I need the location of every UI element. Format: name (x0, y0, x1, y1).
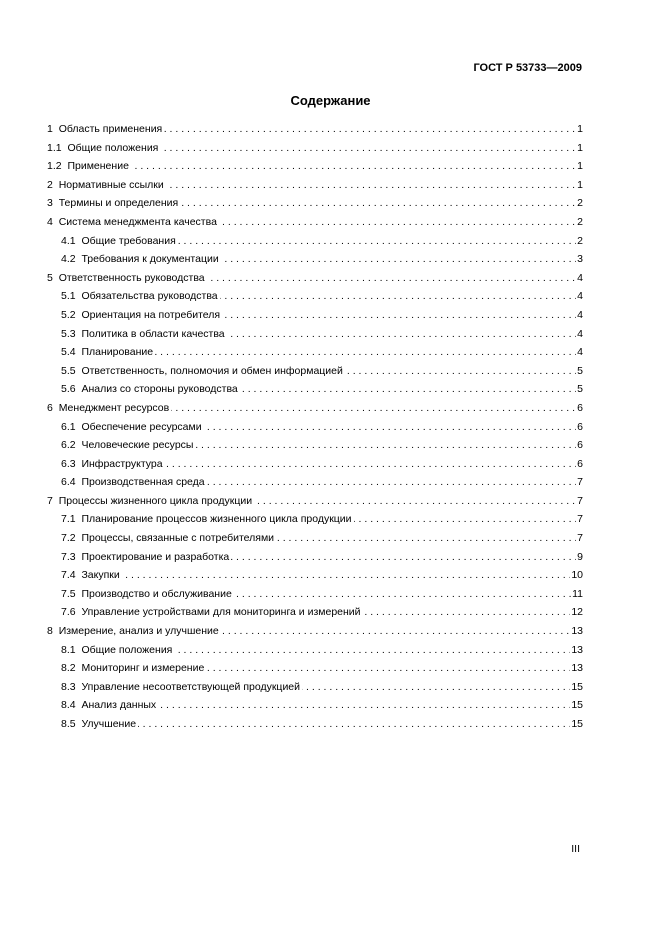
toc-entry (47, 194, 583, 213)
toc-entry-label: Общие требования (81, 234, 176, 247)
toc-entry (47, 529, 583, 548)
toc-entry-page: 15 (570, 678, 583, 697)
toc-entry (47, 603, 583, 622)
toc-entry-number: 5.5 (61, 364, 76, 377)
toc-entry-title (61, 232, 178, 251)
toc-entry-page: 2 (576, 232, 583, 251)
toc-heading: Содержание (290, 93, 371, 108)
toc-entry-number: 5.1 (61, 290, 76, 303)
toc-entry-number: 7 (47, 494, 53, 507)
toc-entry (47, 139, 583, 158)
toc-entry-page: 2 (576, 213, 583, 232)
toc-entry-number: 4 (47, 215, 53, 228)
toc-entry-title (47, 492, 254, 511)
toc-entry-page: 1 (576, 157, 583, 176)
toc-entry-number: 7.2 (61, 532, 76, 545)
toc-entry-title (61, 306, 222, 325)
toc-entry-label: Требования к документации (81, 253, 219, 266)
toc-entry (47, 641, 583, 660)
toc-entry-page: 10 (570, 566, 583, 585)
toc-entry (47, 306, 583, 325)
toc-entry-label: Общие положения (81, 643, 173, 656)
toc-entry-number: 6.3 (61, 457, 76, 470)
toc-entry-label: Анализ данных (81, 699, 157, 712)
toc-entry-title (47, 157, 131, 176)
toc-entry-label: Обеспечение ресурсами (81, 420, 202, 433)
toc-entry-number: 1 (47, 123, 53, 135)
toc-entry-number: 8 (47, 625, 53, 638)
toc-entry-label: Область применения (58, 123, 163, 135)
toc-entry-number: 5.6 (61, 383, 76, 396)
toc-entry (47, 399, 583, 418)
toc-entry-label: Общие положения (67, 141, 159, 154)
toc-entry-page: 9 (576, 548, 583, 567)
toc-entry (47, 492, 583, 511)
toc-entry-number: 4.2 (61, 253, 76, 266)
toc-entry-page: 1 (576, 120, 583, 139)
toc-entry-title (61, 455, 165, 474)
toc-entry-label: Обязательства руководства (81, 290, 218, 303)
toc-entry-page: 7 (576, 510, 583, 529)
toc-entry-label: Ответственность руководства (58, 271, 205, 284)
toc-entry-label: Процессы, связанные с потребителями (81, 532, 275, 545)
toc-entry-page: 6 (576, 418, 583, 437)
toc-entry-label: Управление устройствами для мониторинга и измерений (81, 606, 361, 619)
toc-entry-page: 6 (576, 455, 583, 474)
toc-entry-page: 15 (570, 696, 583, 715)
toc-entry (47, 213, 583, 232)
toc-entry-page: 15 (570, 715, 583, 734)
toc-entry (47, 269, 583, 288)
toc-entry (47, 566, 583, 585)
toc-entry-title (61, 641, 174, 660)
toc-entry-page: 4 (576, 269, 583, 288)
toc-entry-label: Процессы жизненного цикла продукции (58, 494, 253, 507)
toc-entry-title (61, 325, 227, 344)
toc-entry-page: 1 (576, 139, 583, 158)
toc-entry-number: 8.5 (61, 718, 76, 730)
toc-entry-page: 7 (576, 529, 583, 548)
toc-entry-number: 5.2 (61, 308, 76, 321)
toc-entry (47, 325, 583, 344)
toc-entry-label: Политика в области качества (81, 327, 225, 340)
toc-entry-label: Улучшение (81, 718, 137, 730)
toc-entry-title (61, 510, 354, 529)
toc-entry (47, 510, 583, 529)
toc-entry-page: 6 (576, 436, 583, 455)
toc-entry-label: Система менеджмента качества (58, 215, 217, 228)
toc-entry-page: 2 (576, 194, 583, 213)
toc-entry-page: 4 (576, 325, 583, 344)
toc-entry-title (47, 399, 171, 418)
toc-entry (47, 436, 583, 455)
toc-entry-number: 2 (47, 178, 53, 191)
toc-entry (47, 380, 583, 399)
toc-entry-number: 7.6 (61, 606, 76, 619)
toc-entry-page: 13 (570, 622, 583, 641)
toc-entry-number: 7.1 (61, 513, 76, 526)
toc-entry-title (61, 548, 231, 567)
toc-entry-page: 11 (571, 585, 583, 604)
toc-entry-label: Нормативные ссылки (58, 178, 164, 191)
toc-entry-number: 6.4 (61, 476, 76, 489)
toc-entry-title (61, 287, 220, 306)
document-standard-number: ГОСТ Р 53733—2009 (473, 62, 582, 74)
toc-entry-label: Человеческие ресурсы (81, 439, 194, 452)
toc-entry-label: Управление несоответствующей продукцией (81, 680, 301, 693)
toc-entry-page: 5 (576, 380, 583, 399)
toc-entry (47, 715, 583, 734)
toc-entry-title (47, 194, 180, 213)
toc-entry (47, 622, 583, 641)
toc-entry-number: 7.4 (61, 569, 76, 582)
toc-entry (47, 120, 583, 139)
toc-entry-label: Менеджмент ресурсов (58, 401, 170, 414)
toc-entry (47, 232, 583, 251)
toc-entry (47, 455, 583, 474)
toc-entry-number: 3 (47, 197, 53, 210)
toc-entry (47, 157, 583, 176)
toc-entry (47, 343, 583, 362)
toc-entry (47, 473, 583, 492)
toc-entry-page: 4 (576, 343, 583, 362)
toc-entry-label: Анализ со стороны руководства (81, 383, 238, 396)
toc-dot-leader (61, 715, 583, 734)
table-of-contents (47, 120, 583, 734)
toc-entry-label: Применение (67, 160, 129, 173)
toc-entry-page: 7 (576, 473, 583, 492)
toc-entry-page: 6 (576, 399, 583, 418)
toc-entry-title (47, 139, 160, 158)
toc-entry-number: 8.2 (61, 662, 76, 675)
toc-entry-number: 8.4 (61, 699, 76, 712)
toc-entry-title (47, 213, 219, 232)
toc-entry-title (61, 529, 276, 548)
toc-entry-title (47, 120, 164, 139)
toc-entry-title (61, 436, 195, 455)
toc-entry (47, 696, 583, 715)
toc-entry-label: Ориентация на потребителя (81, 308, 221, 321)
toc-entry (47, 418, 583, 437)
toc-entry-title (61, 696, 158, 715)
toc-entry-label: Измерение, анализ и улучшение (58, 625, 219, 638)
toc-entry-page: 13 (570, 641, 583, 660)
toc-entry-number: 6 (47, 401, 53, 414)
toc-entry-number: 4.1 (61, 234, 76, 247)
toc-entry-number: 7.3 (61, 550, 76, 563)
toc-entry-title (61, 603, 363, 622)
toc-entry-number: 5.4 (61, 346, 76, 359)
toc-entry-page: 1 (576, 176, 583, 195)
toc-entry-page: 4 (576, 306, 583, 325)
toc-entry-title (61, 473, 207, 492)
toc-entry-label: Ответственность, полномочия и обмен информацией (81, 364, 343, 377)
toc-entry-title (61, 715, 138, 734)
toc-entry-page: 5 (576, 362, 583, 381)
toc-entry-page: 7 (576, 492, 583, 511)
toc-entry-label: Инфраструктура (81, 457, 163, 470)
toc-entry-number: 7.5 (61, 587, 76, 600)
toc-entry (47, 362, 583, 381)
toc-entry-label: Термины и определения (58, 197, 179, 210)
toc-entry-page: 4 (576, 287, 583, 306)
toc-entry-number: 6.2 (61, 439, 76, 452)
toc-entry (47, 585, 583, 604)
toc-entry-title (61, 250, 221, 269)
toc-entry-title (61, 659, 206, 678)
toc-entry-label: Мониторинг и измерение (81, 662, 205, 675)
toc-entry (47, 287, 583, 306)
toc-entry-number: 8.3 (61, 680, 76, 693)
toc-entry-page: 3 (576, 250, 583, 269)
toc-entry-title (47, 176, 166, 195)
toc-entry-label: Проектирование и разработка (81, 550, 230, 563)
toc-entry (47, 250, 583, 269)
toc-entry-title (61, 566, 122, 585)
toc-entry-label: Производство и обслуживание (81, 587, 232, 600)
toc-entry-number: 8.1 (61, 643, 76, 656)
toc-entry (47, 548, 583, 567)
toc-entry-title (61, 362, 345, 381)
toc-entry-title (47, 622, 221, 641)
toc-entry (47, 176, 583, 195)
toc-entry-number: 5 (47, 271, 53, 284)
toc-entry-title (61, 343, 155, 362)
page-number: III (571, 843, 580, 855)
toc-entry (47, 678, 583, 697)
toc-dot-leader (61, 566, 583, 585)
toc-entry-label: Производственная среда (81, 476, 205, 489)
toc-entry-number: 5.3 (61, 327, 76, 340)
toc-entry-page: 13 (570, 659, 583, 678)
toc-entry-title (61, 380, 240, 399)
toc-entry-label: Планирование (81, 346, 154, 359)
toc-entry-label: Планирование процессов жизненного цикла продукции (81, 513, 352, 526)
toc-entry-number: 6.1 (61, 420, 76, 433)
toc-entry-title (61, 585, 234, 604)
toc-entry-number: 1.2 (47, 160, 62, 173)
toc-entry-title (61, 418, 204, 437)
toc-entry-page: 12 (570, 603, 583, 622)
toc-entry-title (61, 678, 302, 697)
toc-entry-number: 1.1 (47, 141, 62, 154)
toc-entry-title (47, 269, 207, 288)
toc-entry-label: Закупки (81, 569, 120, 582)
toc-entry (47, 659, 583, 678)
